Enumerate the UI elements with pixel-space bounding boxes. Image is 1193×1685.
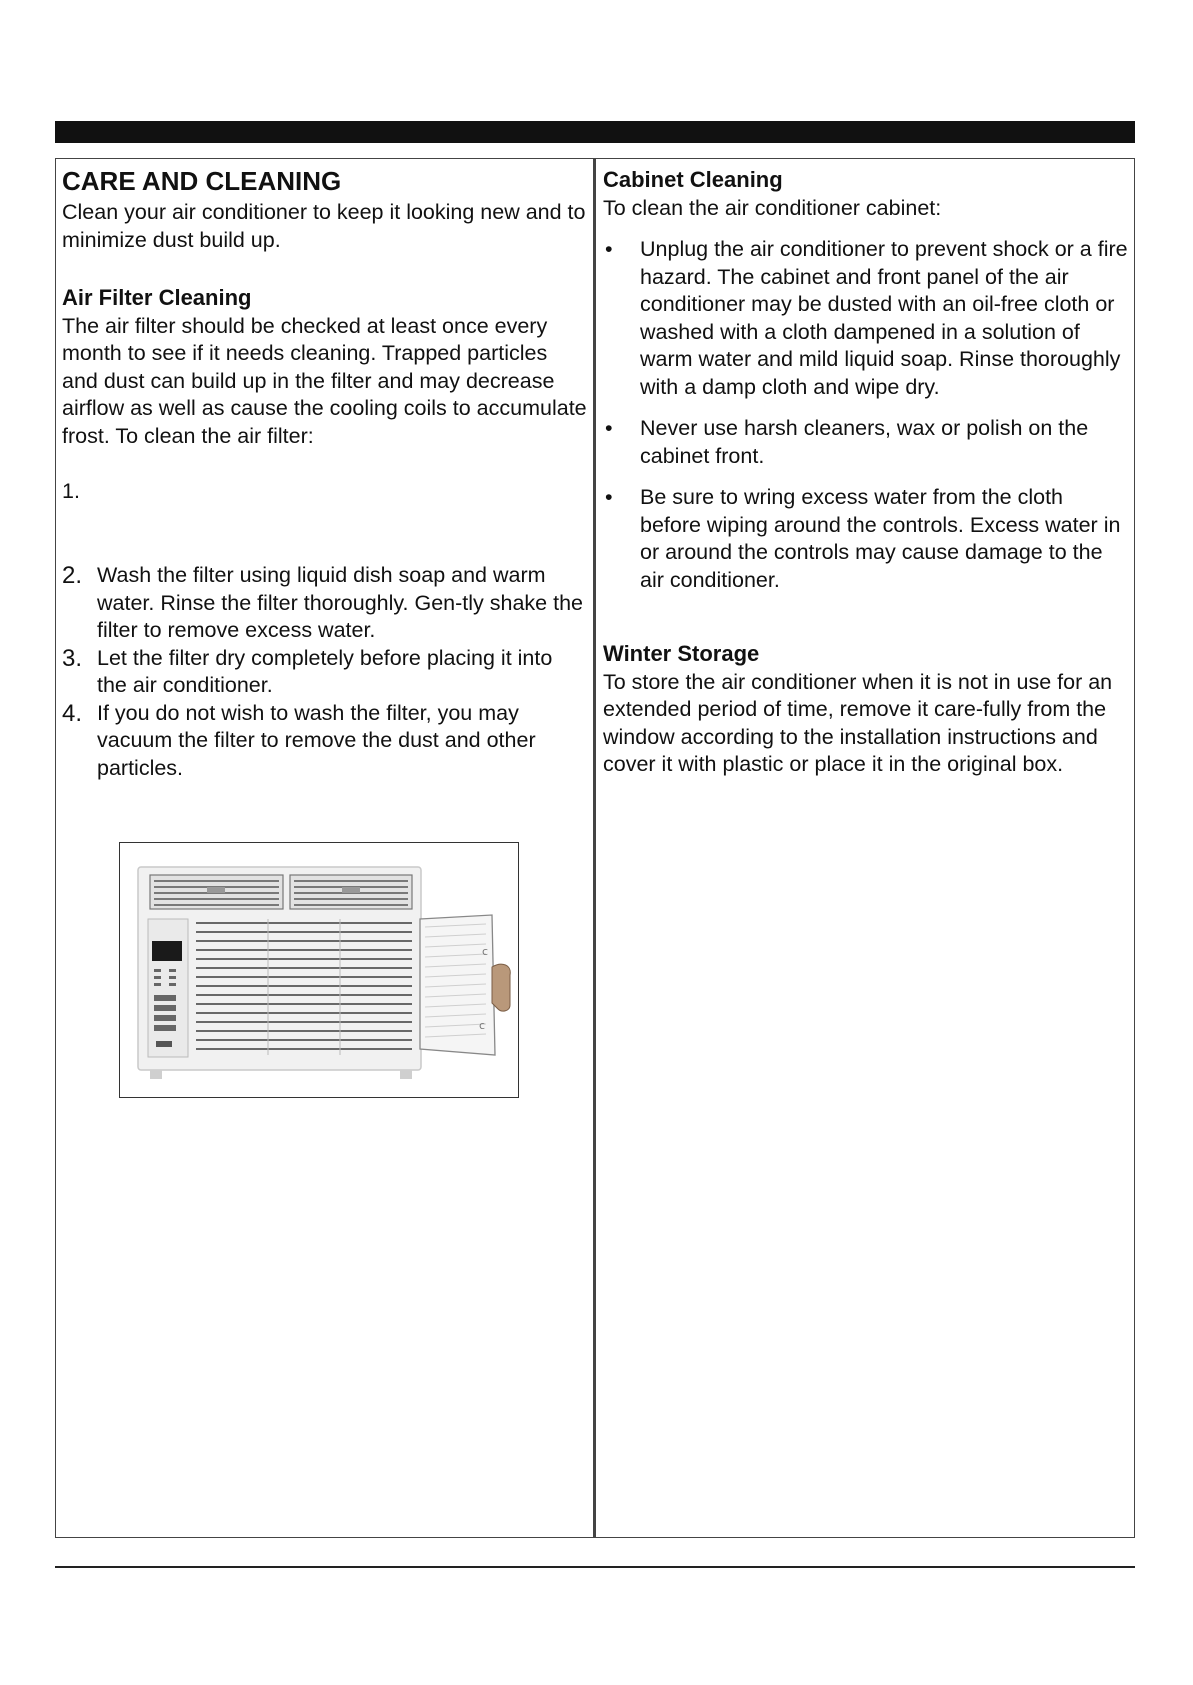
bullet-marker: • xyxy=(605,237,613,262)
svg-text:c: c xyxy=(482,945,489,958)
filter-heading: Air Filter Cleaning xyxy=(62,285,252,311)
footer-rule xyxy=(55,1566,1135,1568)
step-text: Wash the filter using liquid dish soap and warm water. Rinse the filter thoroughly. Gen-tly shake the filter to remove excess water. xyxy=(97,563,583,643)
winter-heading: Winter Storage xyxy=(603,641,760,667)
intro-text: Clean your air conditioner to keep it looking new and to minimize dust build up. xyxy=(62,200,586,252)
list-item xyxy=(62,700,587,783)
bullet-marker: • xyxy=(605,416,613,441)
list-item xyxy=(62,645,587,700)
step-number: 4. xyxy=(62,699,83,727)
list-item xyxy=(603,415,1128,470)
bullet-text: Never use harsh cleaners, wax or polish on the cabinet front. xyxy=(640,416,1089,468)
air-conditioner-illustration xyxy=(119,842,519,1098)
bullet-text: Be sure to wring excess water from the cloth before wiping around the controls. Excess water in or around the controls may cause damage to the air conditioner. xyxy=(640,485,1121,592)
svg-text:c: c xyxy=(479,1019,486,1032)
step-number: 1. xyxy=(62,479,80,504)
list-item xyxy=(62,478,587,562)
right-column xyxy=(603,158,1128,779)
bullet-text: Unplug the air conditioner to prevent shock or a fire hazard. The cabinet and front panel of the air conditioner may be dusted with an oil-free cloth or washed with a cloth dampened in a solution of warm water and mild liquid soap. Rinse thoroughly with a damp cloth and wipe dry. xyxy=(640,237,1128,399)
list-item xyxy=(603,484,1128,594)
column-divider xyxy=(593,158,596,1538)
left-column xyxy=(62,158,587,782)
page-title: CARE AND CLEANING xyxy=(62,166,342,196)
step-text: Let the filter dry completely before placing it into the air conditioner. xyxy=(97,645,553,698)
step-number: 2. xyxy=(62,562,83,590)
header-bar xyxy=(55,121,1135,143)
step-text: If you do not wish to wash the filter, you may vacuum the filter to remove the dust and other particles. xyxy=(97,700,536,780)
list-item xyxy=(62,562,587,645)
cabinet-intro: To clean the air conditioner cabinet: xyxy=(603,195,942,220)
air-conditioner-icon xyxy=(120,843,517,1096)
bullet-marker: • xyxy=(605,485,613,510)
filter-text: The air filter should be checked at least once every month to see if it needs cleaning. Trapped particles and dust can build up in the filter and may decrease airflow as well as cause the cooling coils to accumulate frost. To clean the air filter: xyxy=(62,313,587,448)
list-item xyxy=(603,236,1128,401)
winter-text: To store the air conditioner when it is not in use for an extended period of time, remove it care-fully from the window according to the installation instructions and cover it with plastic or place it in the original box. xyxy=(603,669,1113,777)
cabinet-heading: Cabinet Cleaning xyxy=(603,167,783,192)
step-number: 3. xyxy=(62,644,83,672)
